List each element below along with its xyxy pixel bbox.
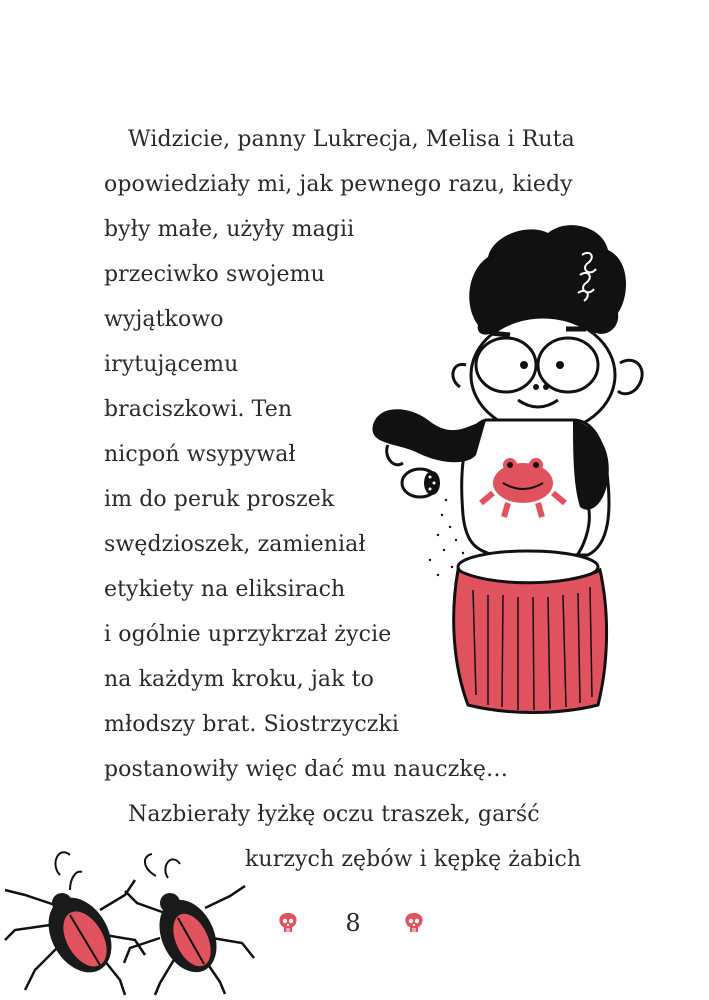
text-line: kurzych zębów i kępkę żabich: [245, 847, 582, 872]
text-line: Widzicie, panny Lukrecja, Melisa i Ruta: [128, 127, 575, 152]
text-line: nicpoń wsypywał: [104, 442, 296, 467]
text-line: wyjątkowo: [104, 307, 224, 332]
text-line: etykiety na eliksirach: [104, 577, 346, 602]
beetle-icon: [120, 848, 260, 998]
skull-ornament-icon: [402, 911, 426, 935]
text-line: postanowiły więc dać mu nauczkę…: [104, 757, 509, 782]
boy-with-pepper-shaker-icon: [368, 215, 668, 725]
text-line: przeciwko swojemu: [104, 262, 325, 287]
page-number: 8: [345, 909, 361, 937]
text-line: młodszy brat. Siostrzyczki: [104, 712, 400, 737]
text-line: i ogólnie uprzykrzał życie: [104, 622, 392, 647]
text-line: swędzioszek, zamieniał: [104, 532, 366, 557]
text-line: Nazbierały łyżkę oczu traszek, garść: [128, 802, 540, 827]
text-line: irytującemu: [104, 352, 239, 377]
text-line: były małe, użyły magii: [104, 217, 355, 242]
text-line: im do peruk proszek: [104, 487, 335, 512]
skull-ornament-icon: [276, 911, 300, 935]
text-line: na każdym kroku, jak to: [104, 667, 374, 692]
text-line: braciszkowi. Ten: [104, 397, 293, 422]
text-line: opowiedziały mi, jak pewnego razu, kiedy: [104, 172, 573, 197]
